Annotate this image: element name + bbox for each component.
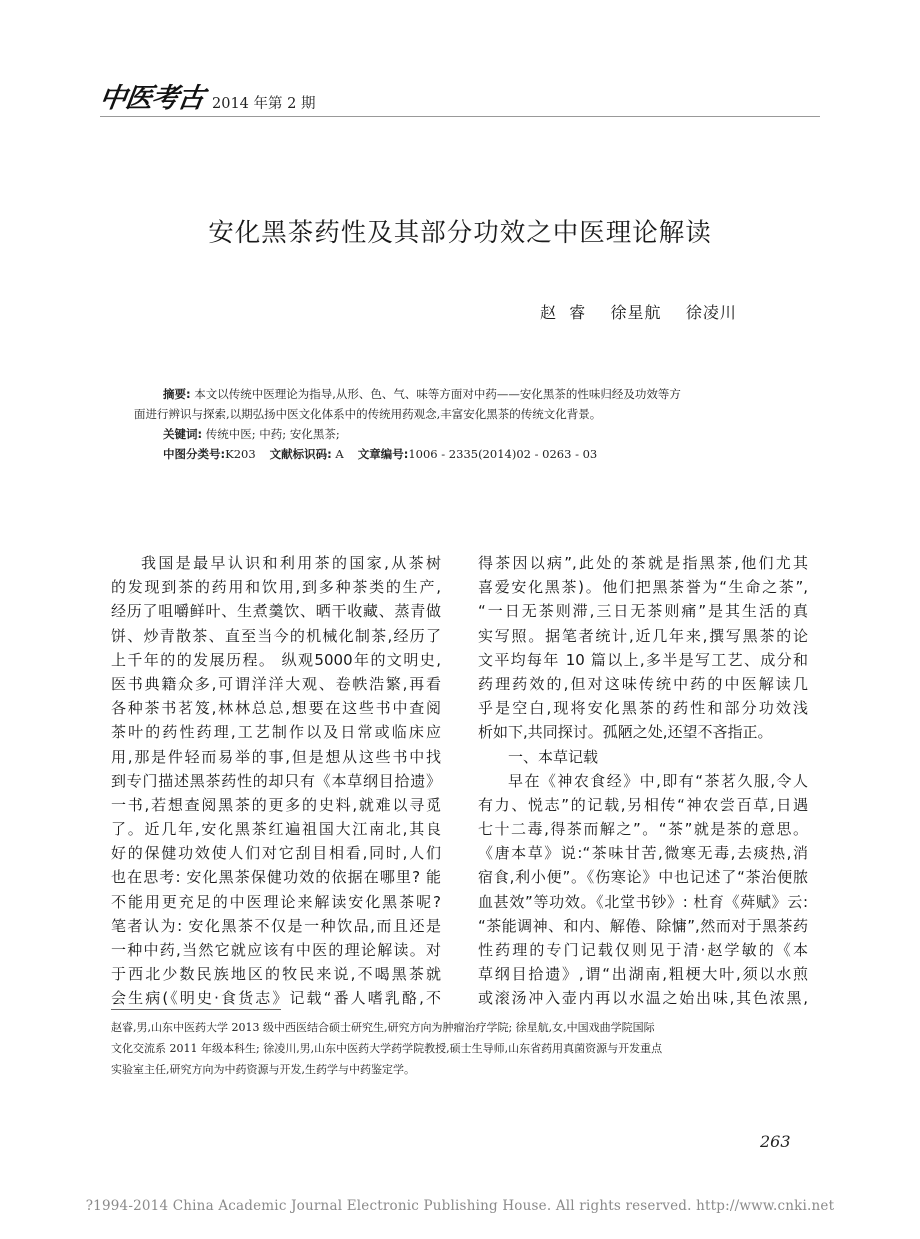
abstract-label: 摘要: [163,387,191,401]
body-line: 我国是最早认识和利用茶的国家,从茶树 [141,554,441,572]
body-line: 用,那是件轻而易举的事,但是想从这些书中找 [111,747,441,766]
body-line: 喜爱安化黑茶)。他们把黑茶誉为“生命之茶”, [478,578,808,597]
issue-label: 2014 年第 2 期 [212,96,316,112]
body-line: 或滚汤冲入壶内再以水温之始出味,其色浓黑, [478,989,808,1008]
body-column-left [111,551,441,1011]
body-line: 有力、悦志”的记载,另相传“神农尝百草,日遇 [478,795,808,814]
body-line: 实写照。据笔者统计,近几年来,撰写黑茶的论 [478,626,808,645]
doc-code-value: A [335,447,344,461]
page-number: 263 [760,1132,791,1151]
body-line: 得茶因以病”,此处的茶就是指黑茶,他们尤其 [478,554,808,572]
footnote-line-3: 实验室主任,研究方向为中药资源与开发,生药学与中药鉴定学。 [111,1063,415,1076]
doc-code-label: 文献标识码: [269,447,332,461]
body-line: “一日无茶则滞,三日无茶则痛”是其生活的真 [478,602,808,621]
body-line: 各种茶书茗笈,林林总总,想要在这些书中查阅 [111,699,441,718]
body-line: 乎是空白,现将安化黑茶的药性和部分功效浅 [478,699,808,718]
abstract-text-1: 本文以传统中医理论为指导,从形、色、气、味等方面对中药——安化黑茶的性味归经及功效等方 [194,387,681,401]
body-line: 饼、炒青散茶、直至当今的机械化制茶,经历了 [111,626,441,645]
body-line: 好的保健功效使人们对它刮目相看,同时,人们 [111,844,441,863]
body-line: 一书,若想查阅黑茶的更多的史料,就难以寻觅 [111,795,441,814]
copyright-notice: ?1994-2014 China Academic Journal Electronic Publishing House. All rights reserved. http://www.cnki.net [85,1198,835,1214]
journal-logo: 中医考古 [97,83,206,114]
clc-label: 中图分类号: [163,447,226,461]
body-line: 一、本草记载 [508,747,599,766]
footnote-line-1: 赵睿,男,山东中医药大学 2013 级中西医结合硕士研究生,研究方向为肿瘤治疗学院; 徐星航,女,中国戏曲学院国际 [111,1021,655,1034]
body-line: 《唐本草》说:“茶味甘苦,微寒无毒,去痰热,消 [478,844,808,863]
body-line: 早在《神农食经》中,即有“茶茗久服,令人 [508,771,808,790]
abstract-line-2: 面进行辨识与探索,以期弘扬中医文化体系中的传统用药观念,丰富安化黑茶的传统文化背景。 [134,407,602,421]
body-line: 性药理的专门记载仅则见于清·赵学敏的《本 [478,941,808,959]
body-line: 草纲目拾遗》,谓“出湖南,粗梗大叶,须以水煎 [478,965,808,984]
body-line: “茶能调神、和内、解倦、除慵”,然而对于黑茶药 [478,916,808,935]
keywords-line [134,424,794,444]
abstract-line-1 [134,384,794,404]
body-line: 药理药效的,但对这味传统中药的中医解读几 [478,674,808,693]
body-line: 经历了咀嚼鲜叶、生煮羹饮、晒干收藏、蒸青做 [111,602,441,621]
keywords-text: 传统中医; 中药; 安化黑茶; [205,427,340,441]
author-footnote [111,1017,823,1080]
footnote-line-2: 文化交流系 2011 年级本科生; 徐凌川,男,山东中医药大学药学院教授,硕士生导师,山东省药用真菌资源与开发重点 [111,1042,663,1055]
body-line: 了。近几年,安化黑茶红遍祖国大江南北,其良 [111,820,441,839]
body-line: 宿食,利小便”。《伤寒论》中也记述了“茶治便脓 [478,868,808,887]
body-line: 茶叶的药性药理,工艺制作以及日常或临床应 [111,723,441,742]
abstract-block [134,384,794,464]
article-no-value: 1006 - 2335(2014)02 - 0263 - 03 [408,447,598,461]
header-divider [100,116,820,117]
footnote-divider [111,1009,281,1010]
body-line: 七十二毒,得茶而解之”。“茶”就是茶的意思。 [478,820,808,839]
body-line: 文平均每年 10 篇以上,多半是写工艺、成分和 [478,650,808,669]
body-line: 会生病(《明史·食货志》记载“番人嗜乳酪,不 [111,989,441,1008]
body-column-right [478,551,808,1011]
body-line: 上千年的的发展历程。 纵观5000年的文明史, [111,650,441,669]
body-line: 也在思考: 安化黑茶保健功效的依据在哪里? 能 [111,868,441,887]
clc-value: K203 [225,447,256,461]
body-line: 笔者认为: 安化黑茶不仅是一种饮品,而且还是 [111,916,441,935]
article-title: 安化黑茶药性及其部分功效之中医理论解读 [208,218,712,248]
body-line: 的发现到茶的药用和饮用,到多种茶类的生产, [111,578,441,597]
body-line: 析如下,共同探讨。孤陋之处,还望不吝指正。 [478,723,773,742]
article-authors: 赵 睿 徐星航 徐凌川 [540,303,737,322]
classification-line [134,444,794,464]
body-line: 血甚效”等功效。《北堂书钞》: 杜育《荈赋》云: [478,892,808,911]
body-line: 一种中药,当然它就应该有中医的理论解读。对 [111,941,441,959]
body-line: 医书典籍众多,可谓洋洋大观、卷帙浩繁,再看 [111,674,441,693]
body-line: 于西北少数民族地区的牧民来说,不喝黑茶就 [111,965,441,984]
body-line: 不能用更充足的中医理论来解读安化黑茶呢? [111,892,441,911]
article-no-label: 文章编号: [357,447,409,461]
keywords-label: 关键词: [163,427,203,441]
body-line: 到专门描述黑茶药性的却只有《本草纲目拾遗》 [111,771,441,790]
